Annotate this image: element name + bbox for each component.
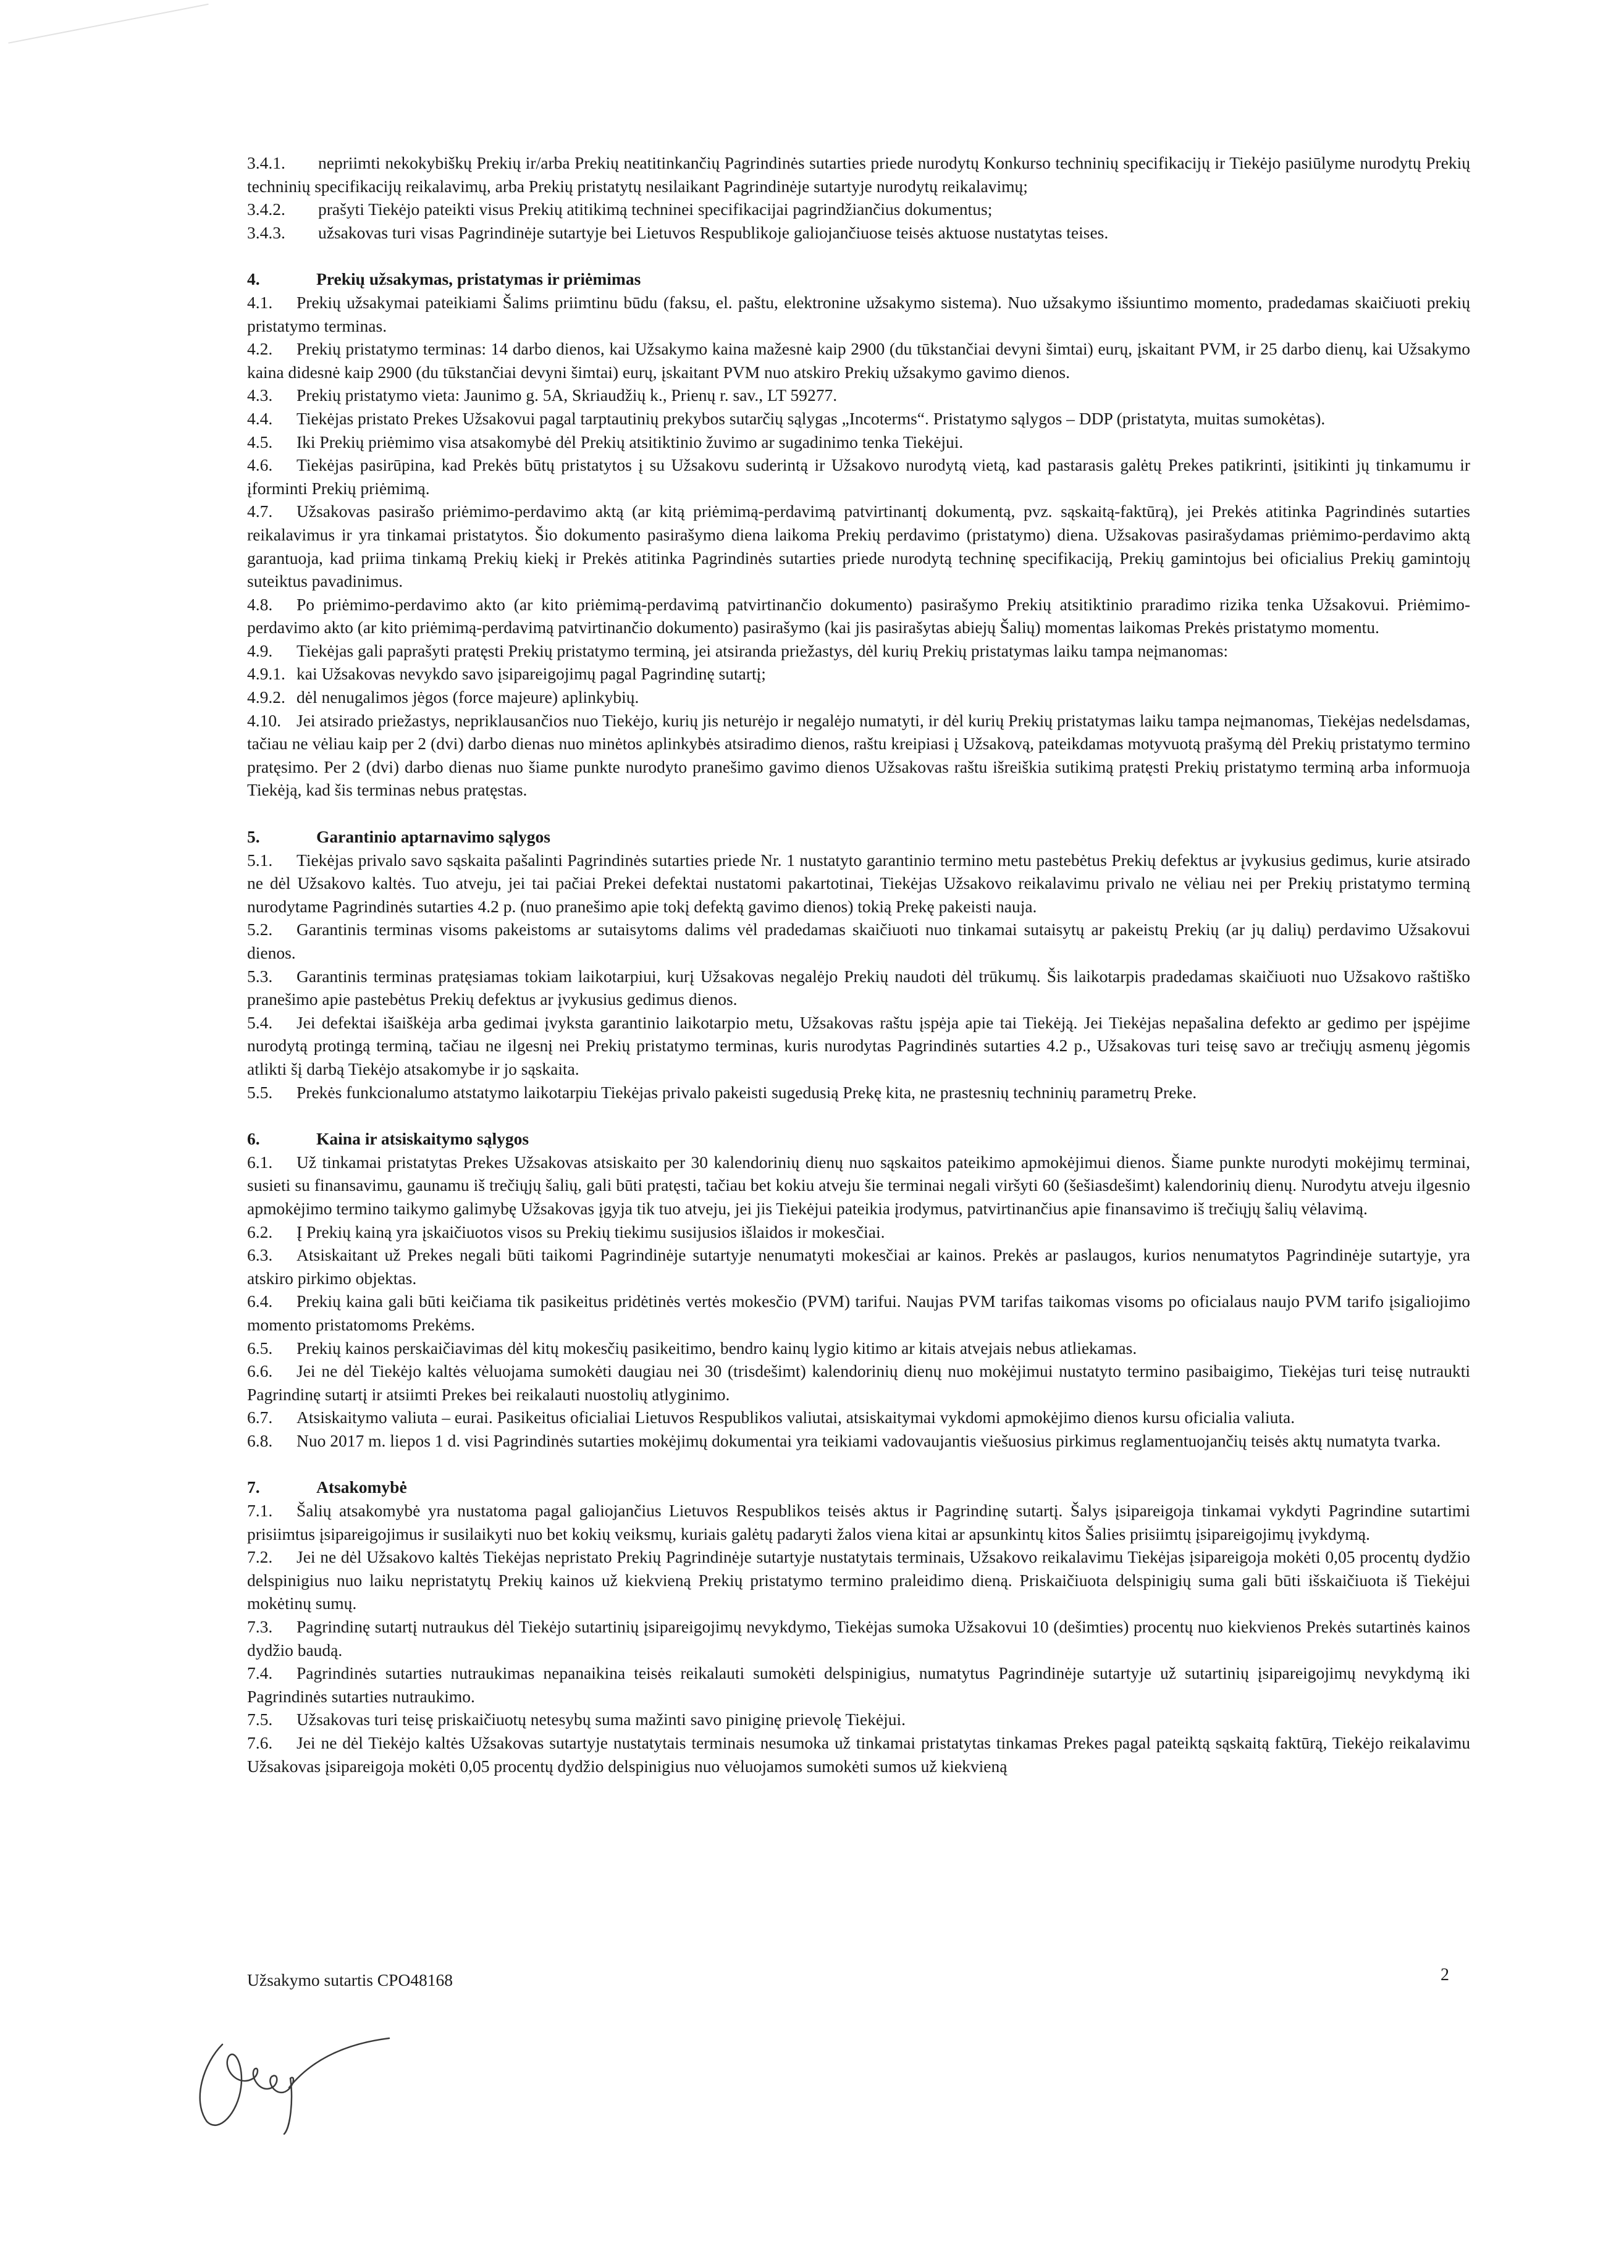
signature-icon — [185, 2020, 395, 2137]
clause: 4.9. Tiekėjas gali paprašyti pratęsti Prekių pristatymo terminą, jei atsiranda priežastys, dėl kurių Prekių pristatymas laiku tampa neįmanomas: — [247, 640, 1229, 660]
clause: 5.2. Garantinis terminas visoms pakeistoms ar sutaisytoms dalims vėl pradedamas skaičiuoti nuo tinkamai sutaisytų ar pakeistų Prekių (ar jų dalių) perdavimo Užsakovui dienos. — [247, 920, 1470, 962]
paragraph-3-4-3: 3.4.3. užsakovas turi visas Pagrindinėje sutartyje bei Lietuvos Respublikoje galiojančiuose teisės aktuose nustatytas teises. — [247, 222, 1109, 242]
section-heading: 6. Kaina ir atsiskaitymo sąlygos — [247, 1129, 529, 1149]
clause: 5.1. Tiekėjas privalo savo sąskaita pašalinti Pagrindinės sutarties priede Nr. 1 nustatyto garantinio termino metu pastebėtus Prekių defektus ar įvykusius gedimus, kurie atsirado ne dėl Užsakovo kaltės. Tuo atveju, jei tai pačiai Prekei defektai nustatomi pakartotinai, Tiekėjas Užsakovo reikalavimu privalo ne vėliau nei per Prekių pristatymo terminą nurodytame Pagrindinės sutarties 4.2 p. (nuo pranešimo apie tokį defektą gavimo dienos) tokią Prekę pakeisti nauja. — [247, 850, 1470, 916]
clause: 6.6. Jei ne dėl Tiekėjo kaltės vėluojama sumokėti daugiau nei 30 (trisdešimt) kalendorinių dienų nuo mokėjimui nustatyto termino pasibaigimo, Tiekėjas turi teisę nutraukti Pagrindinę sutartį ir atsiimti Prekes bei reikalauti nuostolių atlyginimo. — [247, 1361, 1470, 1404]
paragraph-3-4-2: 3.4.2. prašyti Tiekėjo pateikti visus Prekių atitikimą techninei specifikacijai pagrindžiančius dokumentus; — [247, 200, 993, 219]
section-7 — [247, 1476, 1470, 1778]
clause: 4.10. Jei atsirado priežastys, nepriklausančios nuo Tiekėjo, kurių jis neturėjo ir negalėjo numatyti, ir dėl kurių Prekių pristatymas laiku tampa neįmanomas, Tiekėjas nedelsdamas, tačiau ne vėliau kaip per 2 (dvi) darbo dienas nuo minėtos aplinkybės atsiradimo dienos, raštu kreipiasi į Užsakovą, pateikdamas motyvuotą prašymą dėl Prekių pristatymo termino pratęsimo. Per 2 (dvi) darbo dienas nuo šiame punkte nurodyto pranešimo gavimo dienos Užsakovas raštu išreiškia sutikimą pratęsti Prekių pristatymo terminą arba informuoja Tiekėją, kad šis terminas nebus pratęstas. — [247, 710, 1470, 800]
footer-page-number: 2 — [1441, 1965, 1449, 1984]
clause: 4.9.2. dėl nenugalimos jėgos (force majeure) aplinkybių. — [247, 687, 639, 707]
clause: 6.7. Atsiskaitymo valiuta – eurai. Pasikeitus oficialiai Lietuvos Respublikos valiutai, atsiskaitymai vykdomi apmokėjimo dienos kursu oficialia valiuta. — [247, 1408, 1295, 1427]
clause: 6.1. Už tinkamai pristatytas Prekes Užsakovas atsiskaito per 30 kalendorinių dienų nuo sąskaitos pateikimo apmokėjimui dienos. Šiame punkte nurodyti mokėjimų terminai, susieti su finansavimu, gaunamu iš trečiųjų šalių, gali būti pratęsti, tačiau bet kokiu atveju šie terminai negali viršyti 60 (šešiasdešimt) kalendorinių dienų. Nurodytu atveju ilgesnio apmokėjimo termino taikymo galimybę Užsakovas įgyja tik tuo atveju, jei jis Tiekėjui pateikia įrodymus, patvirtinančius apie finansavimo iš trečiųjų šalių vėlavimą. — [247, 1152, 1470, 1218]
clause: 7.3. Pagrindinę sutartį nutraukus dėl Tiekėjo sutartinių įsipareigojimų nevykdymo, Tiekėjas sumoka Užsakovui 10 (dešimties) procentų nuo kiekvienos Prekės sutartinės kainos dydžio baudą. — [247, 1617, 1470, 1660]
clause: 4.9.1. kai Užsakovas nevykdo savo įsipareigojimų pagal Pagrindinę sutartį; — [247, 664, 766, 684]
clause: 4.3. Prekių pristatymo vieta: Jaunimo g. 5A, Skriaudžių k., Prienų r. sav., LT 59277. — [247, 385, 838, 405]
top-paragraphs — [247, 151, 1470, 244]
clause: 4.7. Užsakovas pasirašo priėmimo-perdavimo aktą (ar kitą priėmimą-perdavimą patvirtinantį dokumentą, pvz. sąskaitą-faktūrą), jei Prekės atitinka Pagrindinės sutarties reikalavimus ir yra tinkamai pristatytos. Šio dokumento pasirašymo diena laikoma Prekių perdavimo (pristatymo) diena. Užsakovas pasirašydamas priėmimo-perdavimo aktą garantuoja, kad priima tinkamą Prekių kiekį ir Prekės atitinka Pagrindinės sutarties priede nurodytą techninę specifikaciją, Prekių gamintojus bei oficialius Prekių gamintojų suteiktus pavadinimus. — [247, 502, 1470, 591]
clause: 6.3. Atsiskaitant už Prekes negali būti taikomi Pagrindinėje sutartyje nenumatyti mokesčiai ar kainos. Prekės ar paslaugos, kurios nenumatytos Pagrindinėje sutartyje, yra atskiro pirkimo objektas. — [247, 1245, 1470, 1288]
clause: 4.8. Po priėmimo-perdavimo akto (ar kito priėmimą-perdavimą patvirtinančio dokumento) pasirašymo Prekių atsitiktinio praradimo rizika tenka Užsakovui. Priėmimo-perdavimo akto (ar kito priėmimą-perdavimą patvirtinančio dokumento) pasirašymo (kai jis pasirašytas abiejų Šalių) momentas laikomas Prekės pristatymo momentu. — [247, 594, 1470, 637]
clause: 5.4. Jei defektai išaiškėja arba gedimai įvyksta garantinio laikotarpio metu, Užsakovas raštu įspėja apie tai Tiekėją. Jei Tiekėjas nepašalina defekto ar gedimo per įspėjime nurodytą protingą terminą, tačiau ne ilgesnį nei Prekių pristatymo terminas, kuris nurodytas Pagrindinės sutarties 4.2 p., Užsakovas turi teisę savo ar trečiųjų asmenų jėgomis atlikti šį darbą Tiekėjo atsakomybe ir jo sąskaita. — [247, 1012, 1470, 1078]
scan-corner-fold — [0, 0, 209, 44]
clause: 5.3. Garantinis terminas pratęsiamas tokiam laikotarpiui, kurį Užsakovas negalėjo Prekių naudoti dėl trūkumų. Šis laikotarpis pradedamas skaičiuoti nuo Užsakovo raštiško pranešimo apie pastebėtus Prekių defektus ar įvykusius gedimus dienos. — [247, 966, 1470, 1009]
clause: 6.4. Prekių kaina gali būti keičiama tik pasikeitus pridėtinės vertės mokesčio (PVM) tarifui. Naujas PVM tarifas taikomas visoms po oficialaus naujo PVM tarifo įsigaliojimo momento pristatomoms Prekėms. — [247, 1292, 1470, 1334]
section-heading: 5. Garantinio aptarnavimo sąlygos — [247, 827, 550, 847]
clause: 4.2. Prekių pristatymo terminas: 14 darbo dienos, kai Užsakymo kaina mažesnė kaip 2900 (du tūkstančiai devyni šimtai) eurų, įskaitant PVM, ir 25 darbo dienų, kai Užsakymo kaina didesnė kaip 2900 (du tūkstančiai devyni šimtai) eurų, įskaitant PVM nuo atskiro Prekių užsakymo gavimo dienos. — [247, 339, 1470, 382]
section-6 — [247, 1127, 1470, 1452]
clause: 6.5. Prekių kainos perskaičiavimas dėl kitų mokesčių pasikeitimo, bendro kainų lygio kitimo ar kitais atvejais nebus atliekamas. — [247, 1338, 1137, 1358]
section-heading: 4. Prekių užsakymas, pristatymas ir priėmimas — [247, 269, 641, 289]
clause: 6.2. Į Prekių kainą yra įskaičiuotos visos su Prekių tiekimu susijusios išlaidos ir mokesčiai. — [247, 1222, 885, 1241]
clause: 4.4. Tiekėjas pristato Prekes Užsakovui pagal tarptautinių prekybos sutarčių sąlygas „Incoterms“. Pristatymo sąlygos – DDP (pristatyta, muitas sumokėtas). — [247, 408, 1326, 428]
clause: 6.8. Nuo 2017 m. liepos 1 d. visi Pagrindinės sutarties mokėjimų dokumentai yra teikiami vadovaujantis viešuosius pirkimus reglamentuojančių teisės aktų numatyta tvarka. — [247, 1430, 1441, 1450]
clause: 7.4. Pagrindinės sutarties nutraukimas nepanaikina teisės reikalauti sumokėti delspinigius, numatytus Pagrindinėje sutartyje už sutartinių įsipareigojimų nevykdymą iki Pagrindinės sutarties nutraukimo. — [247, 1663, 1470, 1706]
clause: 5.5. Prekės funkcionalumo atstatymo laikotarpiu Tiekėjas privalo pakeisti sugedusią Prekę kita, ne prastesnių techninių parametrų Preke. — [247, 1082, 1197, 1102]
clause: 4.1. Prekių užsakymai pateikiami Šalims priimtinu būdu (faksu, el. paštu, elektronine užsakymo sistema). Nuo užsakymo išsiuntimo momento, pradedamas skaičiuoti prekių pristatymo terminas. — [247, 292, 1470, 335]
clause: 7.2. Jei ne dėl Užsakovo kaltės Tiekėjas nepristato Prekių Pagrindinėje sutartyje nustatytais terminais, Užsakovo reikalavimu Tiekėjas įsipareigoja mokėti 0,05 procentų dydžio delspinigius nuo laiku nepristatytų Prekių kainos už kiekvieną Prekių pristatymo termino praleidimo dieną. Priskaičiuota delspinigių suma gali būti išskaičiuota iš Tiekėjui mokėtinų sumų. — [247, 1547, 1470, 1613]
clause: 7.1. Šalių atsakomybė yra nustatoma pagal galiojančius Lietuvos Respublikos teisės aktus ir Pagrindinę sutartį. Šalys įsipareigoja tinkamai vykdyti Pagrindine sutartimi prisiimtus įsipareigojimus ir susilaikyti nuo bet kokių veiksmų, kuriais galėtų padaryti žalos viena kitai ar apsunkintų kitos Šalies prisiimtų įsipareigojimų įvykdymą. — [247, 1501, 1470, 1544]
paragraph-3-4-1: 3.4.1. nepriimti nekokybiškų Prekių ir/arba Prekių neatitinkančių Pagrindinės sutarties priede nurodytų Konkurso techninių specifikacijų ir Tiekėjo pasiūlyme nurodytų Prekių techninių specifikacijų reikalavimų, arba Prekių pristatytų nesilaikant Pagrindinėje sutartyje nurodytų reikalavimų; — [247, 153, 1470, 196]
document-body — [247, 151, 1470, 1778]
footer-contract-label: Užsakymo sutartis CPO48168 — [247, 1970, 453, 1989]
section-5 — [247, 825, 1470, 1104]
section-4 — [247, 267, 1470, 802]
section-heading: 7. Atsakomybė — [247, 1477, 407, 1497]
clause: 7.5. Užsakovas turi teisę priskaičiuotų netesybų suma mažinti savo piniginę prievolę Tiekėjui. — [247, 1710, 906, 1729]
clause: 4.6. Tiekėjas pasirūpina, kad Prekės būtų pristatytos į su Užsakovu suderintą ir Užsakovo nurodytą vietą, kad pastarasis galėtų Prekes patikrinti, įsitikinti jų tinkamumu ir įforminti Prekių priėmimą. — [247, 455, 1470, 498]
clause: 4.5. Iki Prekių priėmimo visa atsakomybė dėl Prekių atsitiktinio žuvimo ar sugadinimo tenka Tiekėjui. — [247, 432, 964, 452]
clause: 7.6. Jei ne dėl Tiekėjo kaltės Užsakovas sutartyje nustatytais terminais nesumoka už tinkamai pristatytas tinkamas Prekes pagal pateiktą sąskaitą faktūrą, Tiekėjo reikalavimu Užsakovas įsipareigoja mokėti 0,05 procentų dydžio delspinigius nuo vėluojamos sumokėti sumos už kiekvieną — [247, 1733, 1470, 1776]
